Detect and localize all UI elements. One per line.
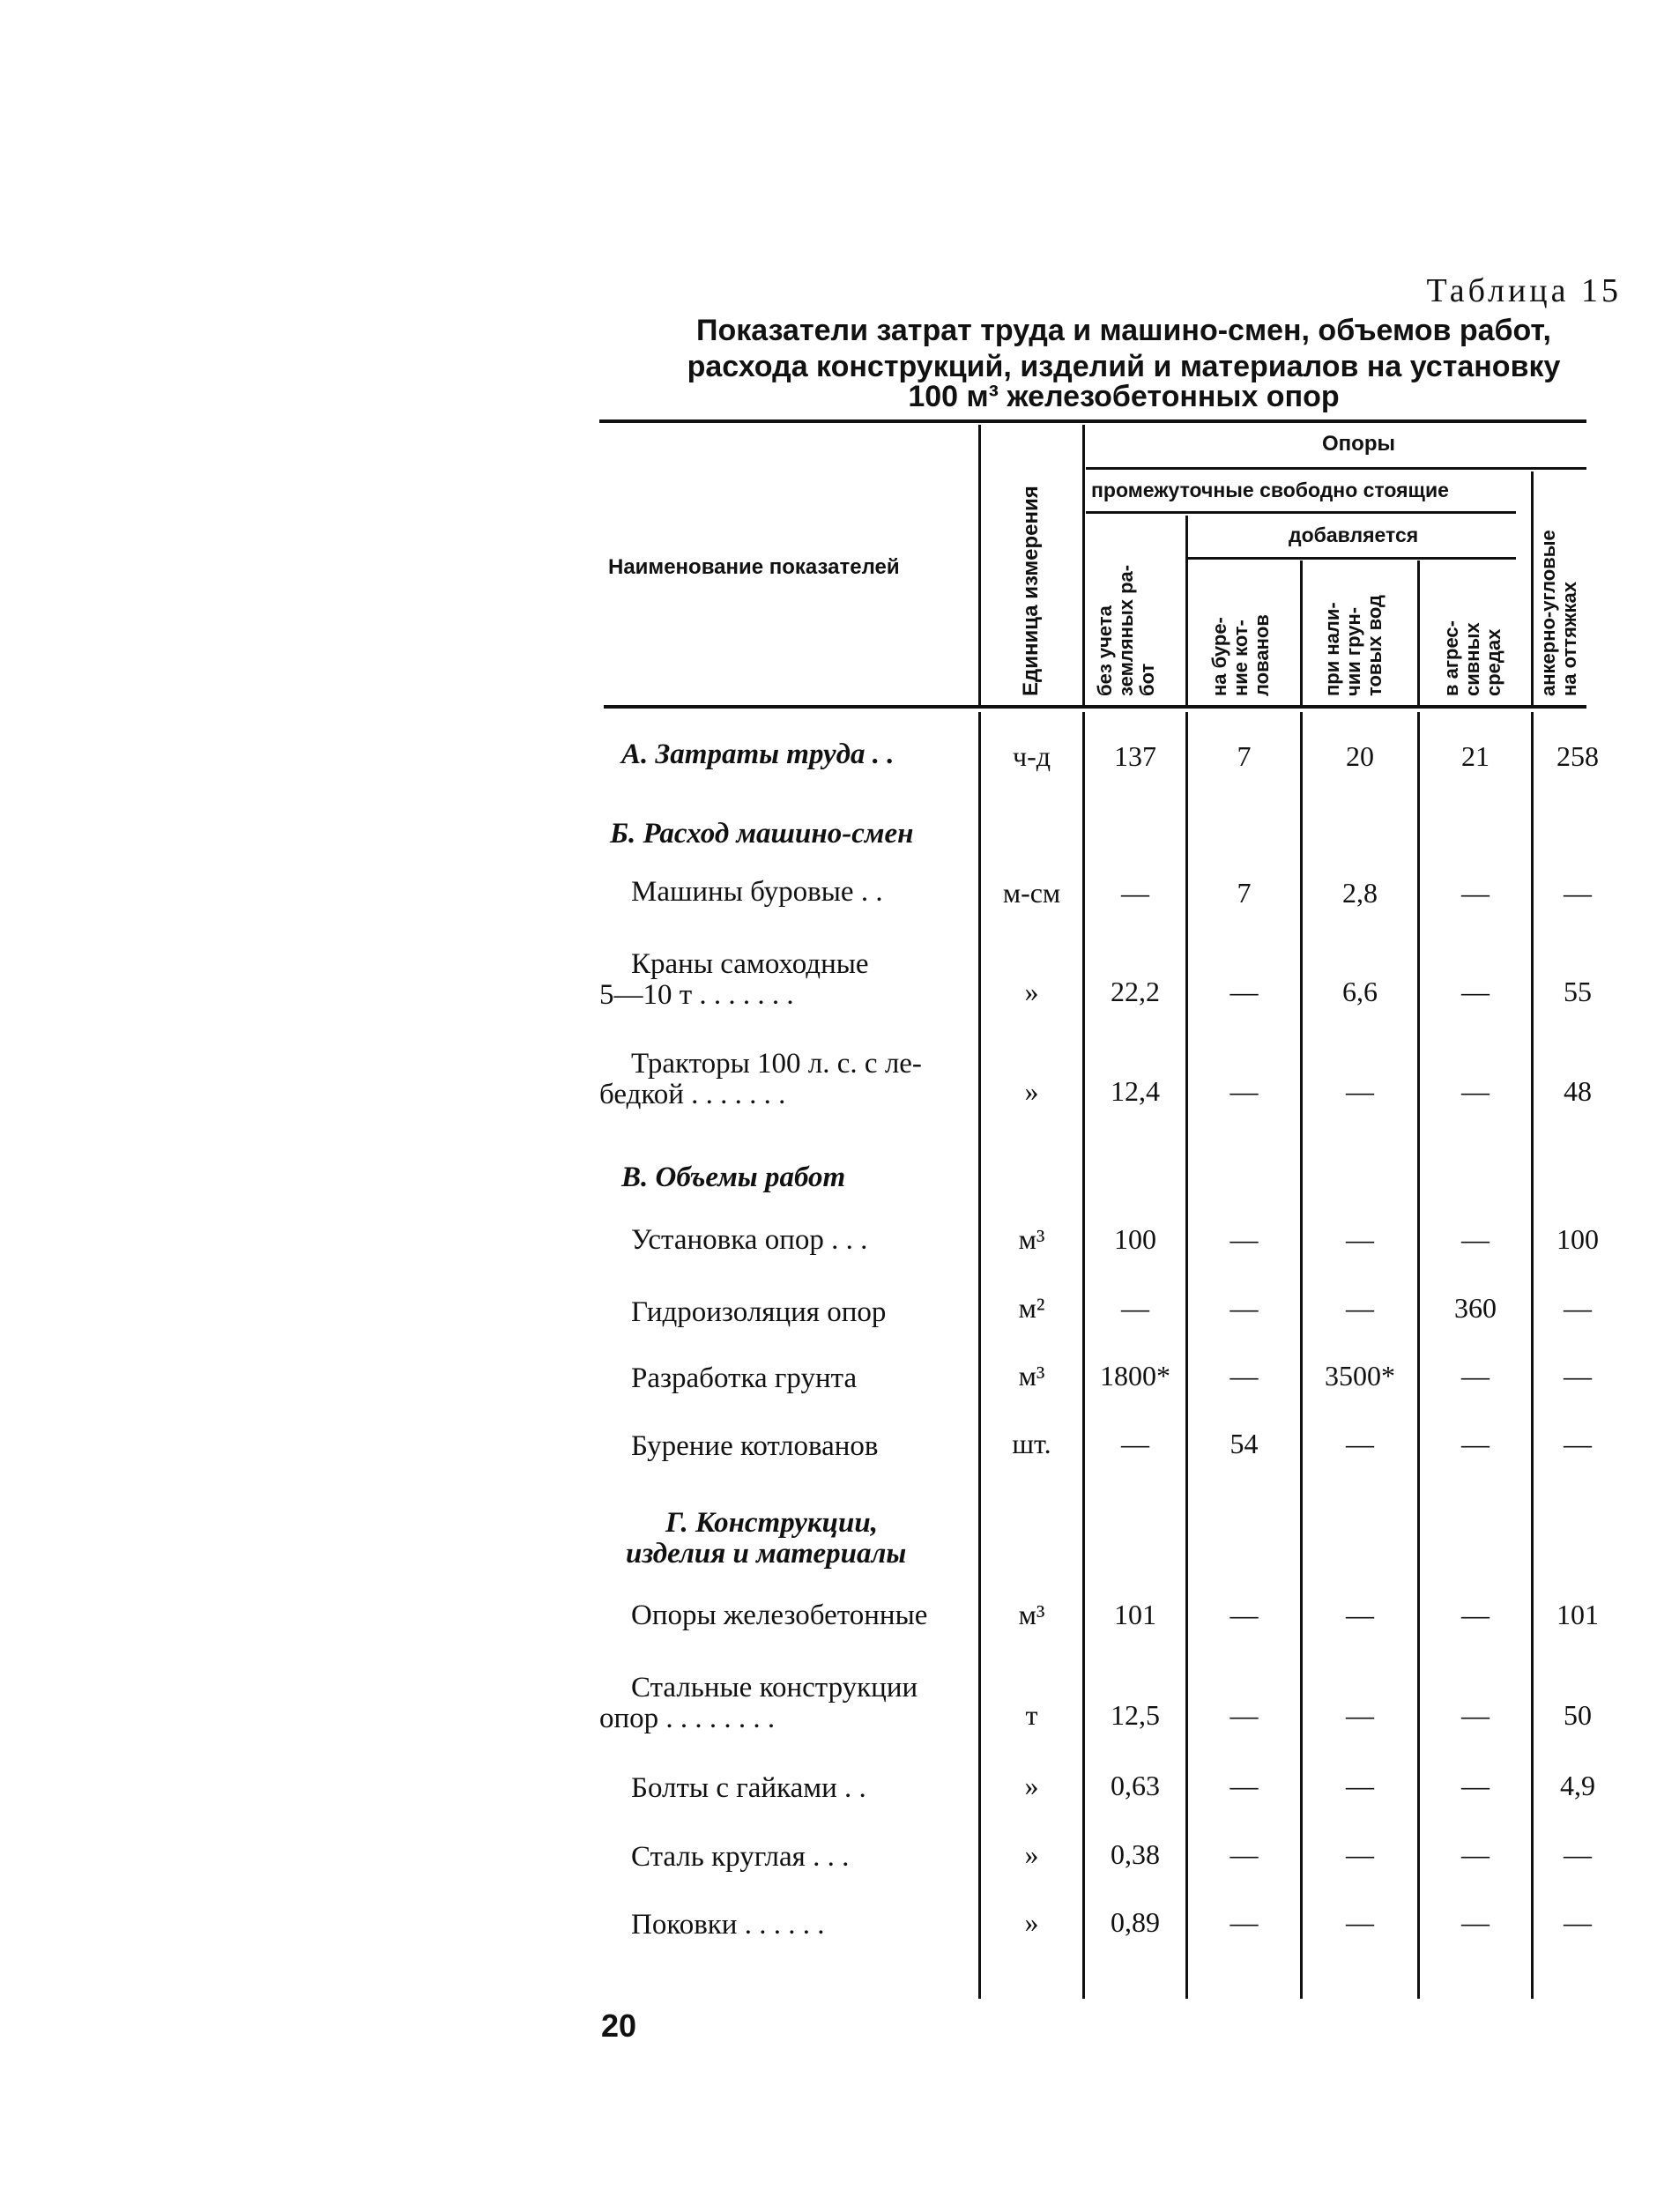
header-col1-line2: земляных ра- xyxy=(1115,564,1137,696)
cell-c1: 0,63 xyxy=(1111,1770,1160,1801)
cell-unit: ч-д xyxy=(1012,740,1051,772)
section-g-label-1: Г. Конструкции, xyxy=(665,1507,878,1539)
table-caption-line-1: Показатели затрат труда и машино-смен, объемов работ, xyxy=(696,314,1551,347)
cell-c1: 100 xyxy=(1114,1223,1156,1255)
page-number: 20 xyxy=(601,2008,637,2044)
cell-c4: — xyxy=(1461,976,1490,1007)
header-intermediate: промежуточные свободно стоящие xyxy=(1091,479,1449,501)
cell-c3: — xyxy=(1346,1599,1374,1630)
cell-unit: т xyxy=(1025,1699,1038,1731)
section-v-label: В. Объемы работ xyxy=(621,1162,846,1193)
cell-c1: 101 xyxy=(1114,1599,1156,1630)
cell-unit: м³ xyxy=(1018,1223,1045,1255)
cell-c2: — xyxy=(1230,1360,1259,1392)
cell-c4: 21 xyxy=(1461,740,1490,772)
cell-c2: — xyxy=(1230,1906,1259,1938)
cell-c2: 54 xyxy=(1230,1428,1259,1459)
table-label: Таблица 15 xyxy=(1426,272,1622,309)
cell-c3: — xyxy=(1346,1075,1374,1107)
header-col5-line2: на оттяжках xyxy=(1558,582,1580,696)
cell-unit: » xyxy=(1024,976,1039,1007)
cell-c1: 0,38 xyxy=(1111,1838,1160,1870)
header-col-sep-4 xyxy=(1300,560,1303,705)
cell-c1: — xyxy=(1121,1292,1149,1324)
cell-unit: м² xyxy=(1018,1292,1045,1324)
table-caption-line-2: расхода конструкций, изделий и материалов на установку xyxy=(687,350,1561,383)
cell-c5: — xyxy=(1564,1906,1592,1938)
cell-unit: » xyxy=(1024,1770,1039,1801)
cell-c3: — xyxy=(1346,1223,1374,1255)
header-col1-line1: без учета xyxy=(1094,605,1116,696)
row-label-cont: бедкой . . . . . . . xyxy=(599,1079,786,1110)
cell-c3: — xyxy=(1346,1292,1374,1324)
header-col2-line2: ние кот- xyxy=(1230,620,1252,696)
row-label: Разработка грунта xyxy=(631,1362,858,1394)
cell-c3: — xyxy=(1346,1838,1374,1870)
cell-unit: м³ xyxy=(1018,1599,1045,1630)
table-caption-line-3: 100 м³ железобетонных опор xyxy=(908,380,1340,413)
row-label: Опоры железобетонные xyxy=(631,1600,928,1631)
header-col-sep-2 xyxy=(1082,425,1085,705)
row-label: Машины буровые . . xyxy=(631,876,883,908)
cell-c5: — xyxy=(1564,1360,1592,1392)
cell-c5: — xyxy=(1564,1428,1592,1459)
cell-unit: м³ xyxy=(1018,1360,1045,1392)
header-col1-line3: бот xyxy=(1136,663,1158,696)
cell-c5: 100 xyxy=(1556,1223,1599,1255)
header-bottom-rule xyxy=(604,705,1586,709)
cell-c2: — xyxy=(1230,1699,1259,1731)
cell-c4: — xyxy=(1461,877,1490,909)
row-label: Болты с гайками . . xyxy=(631,1772,866,1804)
row-label: Бурение котлованов xyxy=(631,1430,879,1462)
cell-c4: — xyxy=(1461,1699,1490,1731)
header-col3-line1: при нали- xyxy=(1321,602,1343,696)
header-col-sep-1 xyxy=(978,425,981,705)
row-label: Тракторы 100 л. с. с ле- xyxy=(631,1048,922,1080)
cell-c1: 12,4 xyxy=(1111,1075,1160,1107)
header-unit: Единица измерения xyxy=(1019,486,1043,696)
section-g-label-2: изделия и материалы xyxy=(626,1538,907,1570)
row-label: Установка опор . . . xyxy=(631,1224,868,1256)
cell-c4: — xyxy=(1461,1770,1490,1801)
row-label: Краны самоходные xyxy=(631,948,869,980)
cell-c1: — xyxy=(1121,1428,1149,1459)
cell-c4: 360 xyxy=(1454,1292,1497,1324)
header-col-sep-6 xyxy=(1531,471,1534,705)
cell-c5: 258 xyxy=(1556,740,1599,772)
header-col4-line3: средах xyxy=(1482,628,1504,696)
cell-unit: » xyxy=(1024,1838,1039,1870)
cell-c2: — xyxy=(1230,1075,1259,1107)
cell-c2: — xyxy=(1230,1292,1259,1324)
cell-unit: » xyxy=(1024,1906,1039,1938)
added-rule xyxy=(1188,557,1516,560)
cell-c4: — xyxy=(1461,1075,1490,1107)
intermediate-rule xyxy=(1086,511,1516,514)
cell-c3: 3500* xyxy=(1325,1360,1395,1392)
cell-c4: — xyxy=(1461,1223,1490,1255)
cell-c2: 7 xyxy=(1237,877,1252,909)
cell-c4: — xyxy=(1461,1360,1490,1392)
section-a-label: А. Затраты труда . . xyxy=(621,739,895,770)
cell-c3: 2,8 xyxy=(1342,877,1378,909)
cell-c1: — xyxy=(1121,877,1149,909)
header-col5-line1: анкерно-угловые xyxy=(1537,530,1559,696)
header-name: Наименование показателей xyxy=(608,555,900,579)
header-col-sep-5 xyxy=(1417,560,1420,705)
row-label: Сталь круглая . . . xyxy=(631,1841,850,1873)
cell-c3: 20 xyxy=(1346,740,1374,772)
cell-unit: шт. xyxy=(1012,1428,1051,1459)
header-col3-line2: чии грун- xyxy=(1342,606,1364,696)
cell-c5: 101 xyxy=(1556,1599,1599,1630)
cell-unit: м-см xyxy=(1002,877,1061,909)
header-col-sep-3 xyxy=(1185,516,1188,705)
cell-c5: — xyxy=(1564,1292,1592,1324)
cell-c4: — xyxy=(1461,1428,1490,1459)
cell-c5: 4,9 xyxy=(1560,1770,1595,1801)
cell-c5: 55 xyxy=(1564,976,1592,1007)
cell-c3: — xyxy=(1346,1428,1374,1459)
cell-c5: 48 xyxy=(1564,1075,1592,1107)
table-top-rule xyxy=(599,419,1586,423)
supports-rule xyxy=(1086,467,1586,470)
row-label: Гидроизоляция опор xyxy=(631,1296,887,1328)
header-supports: Опоры xyxy=(1322,432,1395,456)
cell-c3: 6,6 xyxy=(1342,976,1378,1007)
cell-c2: — xyxy=(1230,976,1259,1007)
cell-c3: — xyxy=(1346,1699,1374,1731)
cell-c3: — xyxy=(1346,1906,1374,1938)
cell-c3: — xyxy=(1346,1770,1374,1801)
section-b-label: Б. Расход машино-смен xyxy=(610,818,914,850)
header-col4-line1: в агрес- xyxy=(1440,620,1462,696)
row-label: Стальные конструкции xyxy=(631,1672,918,1704)
header-col2-line3: лованов xyxy=(1251,614,1273,696)
header-col2-line1: на буре- xyxy=(1208,617,1230,696)
cell-c5: — xyxy=(1564,877,1592,909)
cell-c2: 7 xyxy=(1237,740,1252,772)
cell-c1: 1800* xyxy=(1100,1360,1170,1392)
row-label-cont: 5—10 т . . . . . . . xyxy=(599,979,794,1011)
cell-c1: 22,2 xyxy=(1111,976,1160,1007)
cell-c5: — xyxy=(1564,1838,1592,1870)
cell-c5: 50 xyxy=(1564,1699,1592,1731)
cell-c2: — xyxy=(1230,1223,1259,1255)
cell-c4: — xyxy=(1461,1599,1490,1630)
row-label-cont: опор . . . . . . . . xyxy=(599,1703,776,1734)
header-col4-line2: сивных xyxy=(1461,622,1483,696)
cell-c4: — xyxy=(1461,1906,1490,1938)
cell-c2: — xyxy=(1230,1770,1259,1801)
cell-c4: — xyxy=(1461,1838,1490,1870)
cell-unit: » xyxy=(1024,1075,1039,1107)
row-label: Поковки . . . . . . xyxy=(631,1909,825,1941)
cell-c1: 137 xyxy=(1114,740,1156,772)
header-col3-line3: товых вод xyxy=(1363,595,1386,696)
cell-c1: 12,5 xyxy=(1111,1699,1160,1731)
cell-c1: 0,89 xyxy=(1111,1906,1160,1938)
header-added: добавляется xyxy=(1289,523,1419,546)
cell-c2: — xyxy=(1230,1599,1259,1630)
cell-c2: — xyxy=(1230,1838,1259,1870)
